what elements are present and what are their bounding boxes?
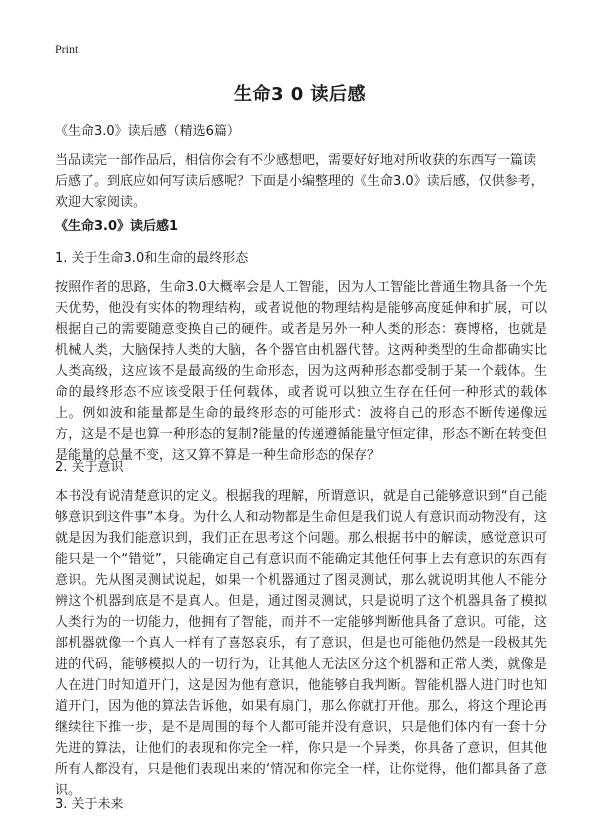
print-label: Print (55, 42, 79, 56)
section-heading: 《生命3.0》读后感1 (55, 219, 179, 234)
paragraph-consciousness: 本书没有说清楚意识的定义。根据我的理解，所谓意识，就是自己能够意识到“自己能够意识到这件事”本身。为什么人和动物都是生命但是我们说人有意识而动物没有，这就是因为我们能意识到，我们正在思考这个问题。那么根据书中的解读，感觉意识可能只是一个“错觉”，只能确定自己有意识而不能确定其他任何事上去有意识的东西有意识。先从图灵测试说起，如果一个机器通过了图灵测试，那么就说明其他人不能分辨这个机器到底是不是真人。但是，通过图灵测试，只是说明了这个机器具备了模拟人类行为的一切能力，他拥有了智能，而并不一定能够判断他具备了意识。可能，这部机器就像一个真人一样有了喜怒哀乐，有了意识，但是也可能他仍然是一段极其先进的代码，能够模拟人的一切行为，让其他人无法区分这个机器和正常人类，就像是人在进门时知道开门，这是因为他有意识，他能够自我判断。智能机器人进门时也知道开门，因为他的算法告诉他，如果有扇门，那么你就打开他。那么，将这个理论再继续往下推一步，是不是周围的每个人都可能并没有意识，只是他们体内有一套十分先进的算法，让他们的表现和你完全一样，你只是一个异类，你具备了意识，但其他所有人都没有，只是他们表现出来的‘情况和你完全一样，让你觉得，他们都具备了意识。 (55, 489, 547, 798)
subheading-life-form: 1. 关于生命3.0和生命的最终形态 (55, 251, 249, 266)
subheading-consciousness: 2. 关于意识 (55, 460, 124, 475)
document-subtitle: 《生命3.0》读后感（精选6篇） (55, 124, 240, 139)
subheading-future: 3. 关于未来 (55, 797, 124, 812)
page-title: 生命3 0 读后感 (233, 84, 367, 105)
paragraph-life-form: 按照作者的思路，生命3.0大概率会是人工智能，因为人工智能比普通生物具备一个先天优势，他没有实体的物理结构，或者说他的物理结构是能够高度延伸和扩展，可以根据自己的需要随意变换自己的硬件。或者是另外一种人类的形态：赛博格，也就是机械人类，大脑保持人类的大脑，各个器官由机器代替。这两种类型的生命都确实比人类高级，这应该不是最高级的生命形态，因为这两种形态都受制于某一个载体。生命的最终形态不应该受限于任何载体，或者说可以独立生存在任何一种形式的载体上。例如波和能量都是生命的最终形态的可能形式：波将自己的形态不断传递像远方，这是不是也算一种形态的复制?能量的传递遵循能量守恒定律，形态不断在转变但是能量的总量不变，这又算不算是一种生命形态的保存？ (55, 280, 547, 463)
intro-paragraph: 当品读完一部作品后，相信你会有不少感想吧，需要好好地对所收获的东西写一篇读后感了。到底应如何写读后感呢？下面是小编整理的《生命3.0》读后感，仅供参考，欢迎大家阅读。 (55, 153, 544, 210)
